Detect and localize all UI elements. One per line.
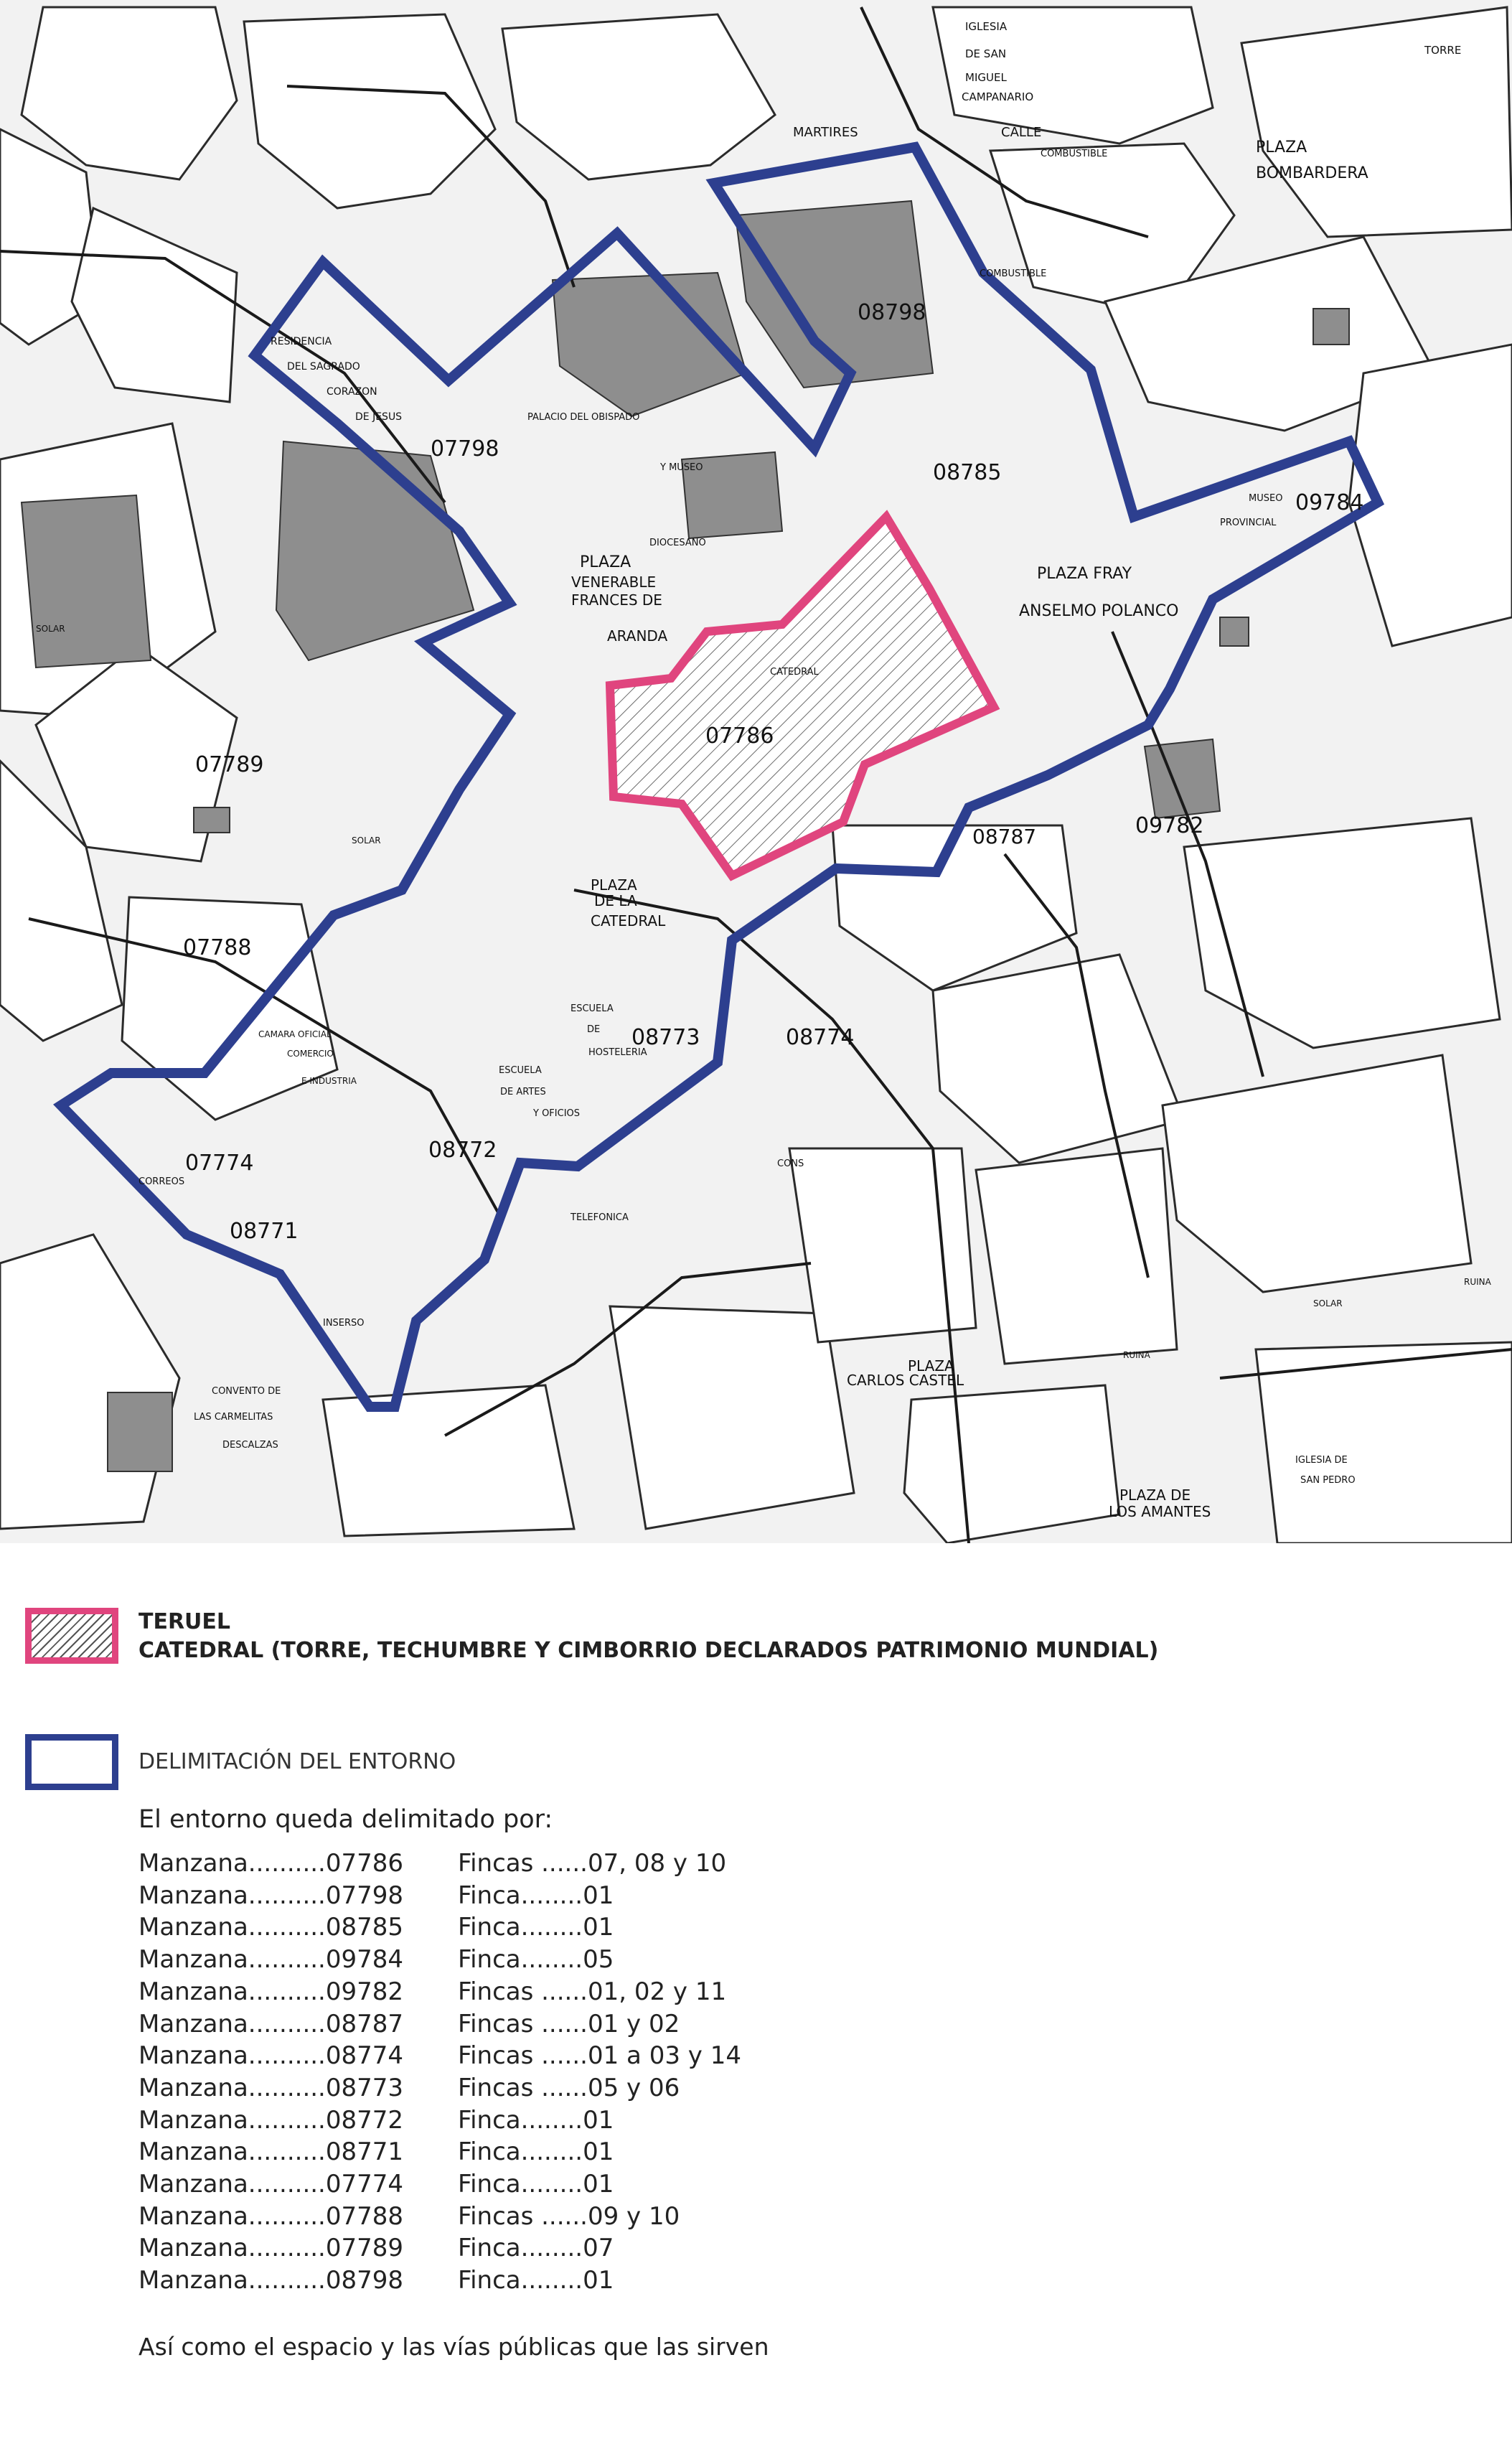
map-label: PLAZA: [908, 1357, 954, 1375]
fincas-cell: Finca........01: [458, 1881, 614, 1910]
manzana-cell: Manzana..........08772: [138, 2105, 404, 2135]
map-label: DE LA: [594, 892, 637, 909]
map-label: LOS AMANTES: [1109, 1503, 1211, 1520]
map-label: 09784: [1295, 490, 1364, 515]
map-label: SOLAR: [1313, 1298, 1343, 1308]
manzana-cell: Manzana..........08773: [138, 2073, 404, 2102]
map-label: DE SAN: [965, 47, 1007, 60]
map-label: HOSTELERIA: [588, 1047, 647, 1058]
fincas-cell: Finca........05: [458, 1945, 614, 1975]
map-label: MIGUEL: [965, 71, 1007, 84]
fincas-cell: Fincas ......05 y 06: [458, 2073, 680, 2102]
finca-row: [138, 1944, 741, 1976]
fincas-cell: Fincas ......01 y 02: [458, 2009, 680, 2038]
map-label: 07798: [431, 436, 499, 462]
map-label: 07788: [183, 935, 252, 960]
map-label: IGLESIA: [965, 20, 1008, 33]
map-label: PLAZA DE: [1119, 1486, 1191, 1504]
manzana-cell: Manzana..........08771: [138, 2137, 404, 2167]
manzana-cell: Manzana..........09784: [138, 1945, 404, 1975]
map-label: PLAZA: [1256, 139, 1307, 156]
map-label: PLAZA: [580, 553, 631, 571]
map-label: 07786: [705, 724, 774, 749]
map-label: 08772: [428, 1138, 497, 1163]
legend-heritage: [25, 1608, 1158, 1665]
map-label: TELEFONICA: [570, 1212, 629, 1223]
manzana-cell: Manzana..........08787: [138, 2009, 404, 2038]
manzana-cell: Manzana..........07786: [138, 1849, 404, 1878]
manzana-cell: Manzana..........07788: [138, 2201, 404, 2231]
map-label: IGLESIA DE: [1295, 1455, 1348, 1466]
manzana-cell: Manzana..........07798: [138, 1881, 404, 1910]
legend-entorno: [25, 1734, 456, 1790]
fincas-cell: Finca........01: [458, 2105, 614, 2135]
manzana-cell: Manzana..........07774: [138, 2170, 404, 2199]
map-label: 08774: [786, 1025, 855, 1050]
fincas-cell: Fincas ......01, 02 y 11: [458, 1977, 727, 2006]
map-label: CONS: [777, 1158, 804, 1169]
legend-heritage-desc: CATEDRAL (TORRE, TECHUMBRE Y CIMBORRIO DECLARADOS PATRIMONIO MUNDIAL): [138, 1638, 1159, 1663]
fincas-cell: Fincas ......01 a 03 y 14: [458, 2041, 741, 2071]
manzana-cell: Manzana..........07789: [138, 2234, 404, 2263]
map-label: COMERCIO: [287, 1049, 334, 1059]
map-label: PROVINCIAL: [1220, 518, 1277, 528]
map-label: TORRE: [1424, 44, 1462, 57]
map-label: CALLE: [1001, 125, 1042, 140]
map-label: 07774: [185, 1151, 254, 1176]
map-label: DE ARTES: [500, 1087, 546, 1097]
map-label: RUINA: [1464, 1277, 1491, 1287]
finca-row: [138, 2072, 741, 2104]
map-label: INSERSO: [323, 1318, 365, 1329]
map-label: LAS CARMELITAS: [194, 1412, 273, 1423]
map-label: MUSEO: [1249, 493, 1283, 504]
map-label: CAMPANARIO: [962, 90, 1034, 103]
map-label: COMBUSTIBLE: [1041, 149, 1108, 159]
map-label: ESCUELA: [499, 1065, 542, 1076]
manzana-cell: Manzana..........09782: [138, 1977, 404, 2006]
map-label: SOLAR: [352, 835, 381, 846]
map-label: FRANCES DE: [571, 591, 662, 609]
map-label: PALACIO DEL OBISPADO: [527, 412, 640, 423]
legend-entorno-label: DELIMITACIÓN DEL ENTORNO: [138, 1749, 456, 1774]
map-label: ESCUELA: [570, 1003, 614, 1014]
finca-row: [138, 2265, 741, 2297]
map-label: PLAZA: [591, 876, 637, 894]
map-label: BOMBARDERA: [1256, 164, 1368, 182]
heritage-swatch: [25, 1608, 118, 1664]
finca-row: [138, 2136, 741, 2168]
map-label: CARLOS CASTEL: [847, 1372, 964, 1389]
finca-row: [138, 2008, 741, 2041]
map-label: CORREOS: [138, 1176, 185, 1187]
map-label: DEL SAGRADO: [287, 361, 360, 373]
map-label: ANSELMO POLANCO: [1019, 602, 1179, 620]
fincas-cell: Fincas ......07, 08 y 10: [458, 1849, 727, 1878]
map-label: DE: [587, 1024, 601, 1035]
manzana-cell: Manzana..........08798: [138, 2266, 404, 2295]
map-label: PLAZA FRAY: [1037, 565, 1132, 583]
finca-row: [138, 2104, 741, 2137]
entorno-swatch: [25, 1734, 118, 1790]
map-label: 08787: [972, 825, 1037, 848]
fincas-cell: Finca........01: [458, 1913, 614, 1942]
finca-row: [138, 1848, 741, 1880]
map-label: MARTIRES: [793, 125, 858, 140]
map-label: Y OFICIOS: [533, 1108, 581, 1119]
fincas-cell: Finca........01: [458, 2266, 614, 2295]
map-label: DIOCESANO: [649, 538, 706, 548]
map-label: 08771: [230, 1219, 299, 1244]
finca-row: [138, 2232, 741, 2265]
finca-row: [138, 2040, 741, 2072]
manzana-cell: Manzana..........08774: [138, 2041, 404, 2071]
finca-row: [138, 2201, 741, 2233]
map-label: 08773: [631, 1025, 700, 1050]
fincas-cell: Finca........07: [458, 2234, 614, 2263]
legend-heritage-title: TERUEL: [138, 1609, 231, 1634]
finca-row: [138, 1976, 741, 2008]
map-label: 08798: [858, 300, 926, 325]
map-label: CATEDRAL: [591, 912, 666, 930]
fincas-list: [138, 1848, 741, 2297]
map-label: CORAZON: [327, 386, 377, 398]
map-label: 09782: [1135, 813, 1204, 838]
map-label: 08785: [933, 460, 1002, 485]
map-label: DE JESUS: [355, 411, 403, 423]
map-label: RUINA: [1123, 1350, 1150, 1360]
map-label: DESCALZAS: [222, 1440, 278, 1451]
map-label: SOLAR: [36, 624, 65, 634]
fincas-cell: Fincas ......09 y 10: [458, 2201, 680, 2231]
map-label: CATEDRAL: [770, 667, 819, 678]
map-label: Y MUSEO: [660, 462, 703, 473]
finca-row: [138, 2168, 741, 2201]
fincas-cell: Finca........01: [458, 2170, 614, 2199]
map-label: RESIDENCIA: [271, 336, 332, 347]
map-label: E INDUSTRIA: [301, 1076, 357, 1086]
map-label: CONVENTO DE: [212, 1386, 281, 1397]
intro-text: El entorno queda delimitado por:: [138, 1805, 553, 1834]
map-label: CAMARA OFICIAL: [258, 1029, 332, 1039]
map-label: 07789: [195, 752, 264, 777]
map-label: SAN PEDRO: [1300, 1475, 1356, 1486]
fincas-cell: Finca........01: [458, 2137, 614, 2167]
finca-row: [138, 1880, 741, 1912]
map-label: COMBUSTIBLE: [980, 268, 1047, 279]
map-label: VENERABLE: [571, 573, 657, 591]
map-label: ARANDA: [607, 627, 668, 645]
finca-row: [138, 1911, 741, 1944]
manzana-cell: Manzana..........08785: [138, 1913, 404, 1942]
footer-text: Así como el espacio y las vías públicas que las sirven: [138, 2333, 769, 2361]
